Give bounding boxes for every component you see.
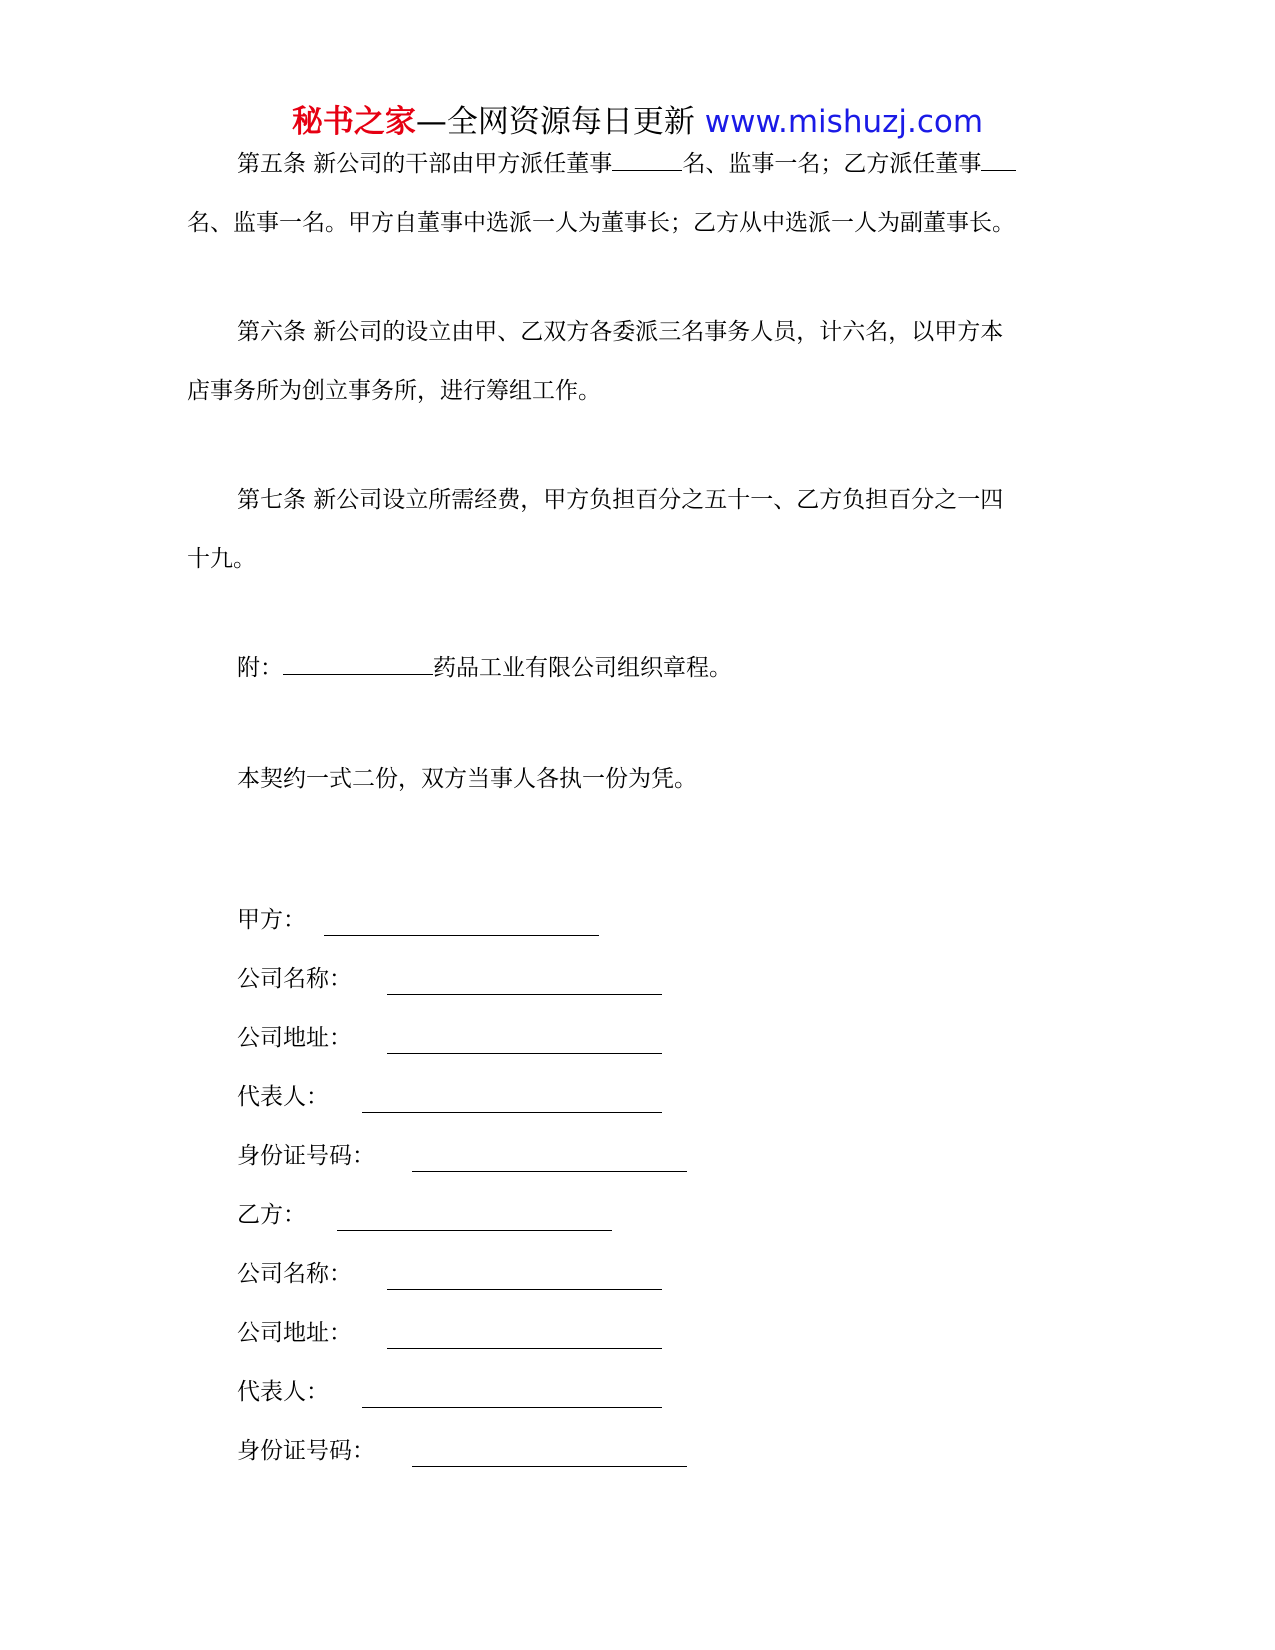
- article7-line2: 十九。: [187, 546, 256, 572]
- article6-line1: 第六条 新公司的设立由甲、乙双方各委派三名事务人员，计六名，以甲方本: [237, 319, 1004, 345]
- header-tagline: —全网资源每日更新: [415, 104, 695, 140]
- article6-line2: 店事务所为创立事务所，进行筹组工作。: [187, 378, 601, 404]
- party-a-id-number-blank: [412, 1171, 687, 1172]
- party-a-representative-label: 代表人：: [237, 1084, 329, 1110]
- site-url-link[interactable]: www.mishuzj.com: [704, 104, 984, 140]
- party-b-id-number-label: 身份证号码：: [237, 1438, 375, 1464]
- party-a-representative-blank: [362, 1112, 662, 1113]
- party-a-label: 甲方：: [237, 907, 306, 933]
- attachment-prefix: 附：: [237, 655, 283, 681]
- director-count-b-blank: [981, 148, 1016, 171]
- party-a-company-address-label: 公司地址：: [237, 1025, 352, 1051]
- attachment-suffix: 药品工业有限公司组织章程。: [433, 655, 732, 681]
- article7-line1: 第七条 新公司设立所需经费，甲方负担百分之五十一、乙方负担百分之一四: [237, 487, 1004, 513]
- party-b-representative-label: 代表人：: [237, 1379, 329, 1405]
- party-b-label: 乙方：: [237, 1202, 306, 1228]
- attachment-company-blank: [283, 652, 433, 675]
- party-b-company-name-blank: [387, 1289, 662, 1290]
- party-b-company-address-blank: [387, 1348, 662, 1349]
- party-a-company-name-label: 公司名称：: [237, 966, 352, 992]
- party-a-company-name-blank: [387, 994, 662, 995]
- attachment-line: [187, 639, 1137, 698]
- director-count-a-blank: [612, 148, 682, 171]
- article5-text-a: 第五条 新公司的干部由甲方派任董事: [237, 151, 613, 177]
- copies-statement: 本契约一式二份，双方当事人各执一份为凭。: [237, 766, 697, 792]
- article5-line1: [187, 135, 1137, 194]
- party-b-company-name-label: 公司名称：: [237, 1261, 352, 1287]
- article5-text-b: 名、监事一名；乙方派任董事: [682, 151, 982, 177]
- article5-line2: 名、监事一名。甲方自董事中选派一人为董事长；乙方从中选派一人为副董事长。: [187, 210, 1015, 236]
- brand-name: 秘书之家: [291, 104, 416, 140]
- party-a-blank: [324, 935, 599, 936]
- party-a-company-address-blank: [387, 1053, 662, 1054]
- party-b-representative-blank: [362, 1407, 662, 1408]
- party-b-company-address-label: 公司地址：: [237, 1320, 352, 1346]
- party-b-blank: [337, 1230, 612, 1231]
- party-a-id-number-label: 身份证号码：: [237, 1143, 375, 1169]
- party-b-id-number-blank: [412, 1466, 687, 1467]
